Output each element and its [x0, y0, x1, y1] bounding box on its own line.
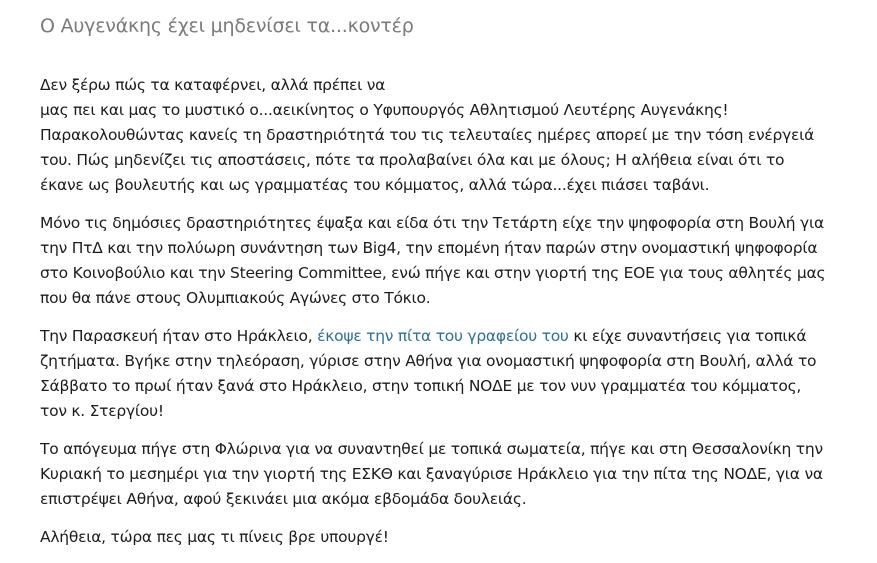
paragraph-1-rest: μας πει και μας το μυστικό ο...αεικίνητος ο Υφυπουργός Αθλητισμού Λευτέρης Αυγενάκης! Παρακολουθώντας κανείς τη δραστηριότητά του τις τελευταίες ημέρες απορεί με την τόση ενέργειά του. Πώς μηδενίζει τις αποστάσεις, πότε τα προλαβαίνει όλα και με όλους; Η αλήθεια είναι ότι το έκανε ως βουλευτής και ως γραμματέας του κόμματος, αλλά τώρα...έχει πιάσει ταβάνι.: [40, 101, 815, 194]
article-body: [40, 73, 830, 550]
office-pita-link[interactable]: έκοψε την πίτα του γραφείου του: [317, 327, 569, 345]
paragraph-1-line-1: Δεν ξέρω πώς τα καταφέρνει, αλλά πρέπει να: [40, 76, 386, 94]
article: [40, 0, 830, 563]
paragraph-1: [40, 73, 830, 198]
paragraph-3: [40, 324, 830, 424]
paragraph-3-text-start: Την Παρασκευή ήταν στο Ηράκλειο,: [40, 327, 318, 345]
paragraph-5: Αλήθεια, τώρα πες μας τι πίνεις βρε υπουργέ!: [40, 528, 389, 546]
paragraph-3-text-end: κι είχε συναντήσεις για τοπικά ζητήματα. Βγήκε στην τηλεόραση, γύρισε στην Αθήνα για ονομαστική ψηφοφορία στη Βουλή, αλλά το Σάββατο το πρωί ήταν ξανά στο Ηράκλειο, στην τοπική ΝΟΔΕ με τον νυν γραμματέα του κόμματος, τον κ. Στεργίου!: [40, 327, 817, 420]
paragraph-2: Μόνο τις δημόσιες δραστηριότητες έψαξα και είδα ότι την Τετάρτη είχε την ψηφοφορία στη Βουλή για την ΠτΔ και την πολύωρη συνάντηση των Big4, την επομένη ήταν παρών στην ονομαστική ψηφοφορία στο Κοινοβούλιο και την Steering Committee, ενώ πήγε και στην γιορτή της ΕΟΕ για τους αθλητές μας που θα πάνε στους Ολυμπιακούς Αγώνες στο Τόκιο.: [40, 214, 826, 307]
paragraph-4: Το απόγευμα πήγε στη Φλώρινα για να συναντηθεί με τοπικά σωματεία, πήγε και στη Θεσσαλονίκη την Κυριακή το μεσημέρι για την γιορτή της ΕΣΚΘ και ξαναγύρισε Ηράκλειο για την πίτα της ΝΟΔΕ, για να επιστρέψει Αθήνα, αφού ξεκινάει μια ακόμα εβδομάδα δουλειάς.: [40, 440, 823, 508]
article-title: Ο Αυγενάκης έχει μηδενίσει τα...κοντέρ: [40, 15, 414, 37]
